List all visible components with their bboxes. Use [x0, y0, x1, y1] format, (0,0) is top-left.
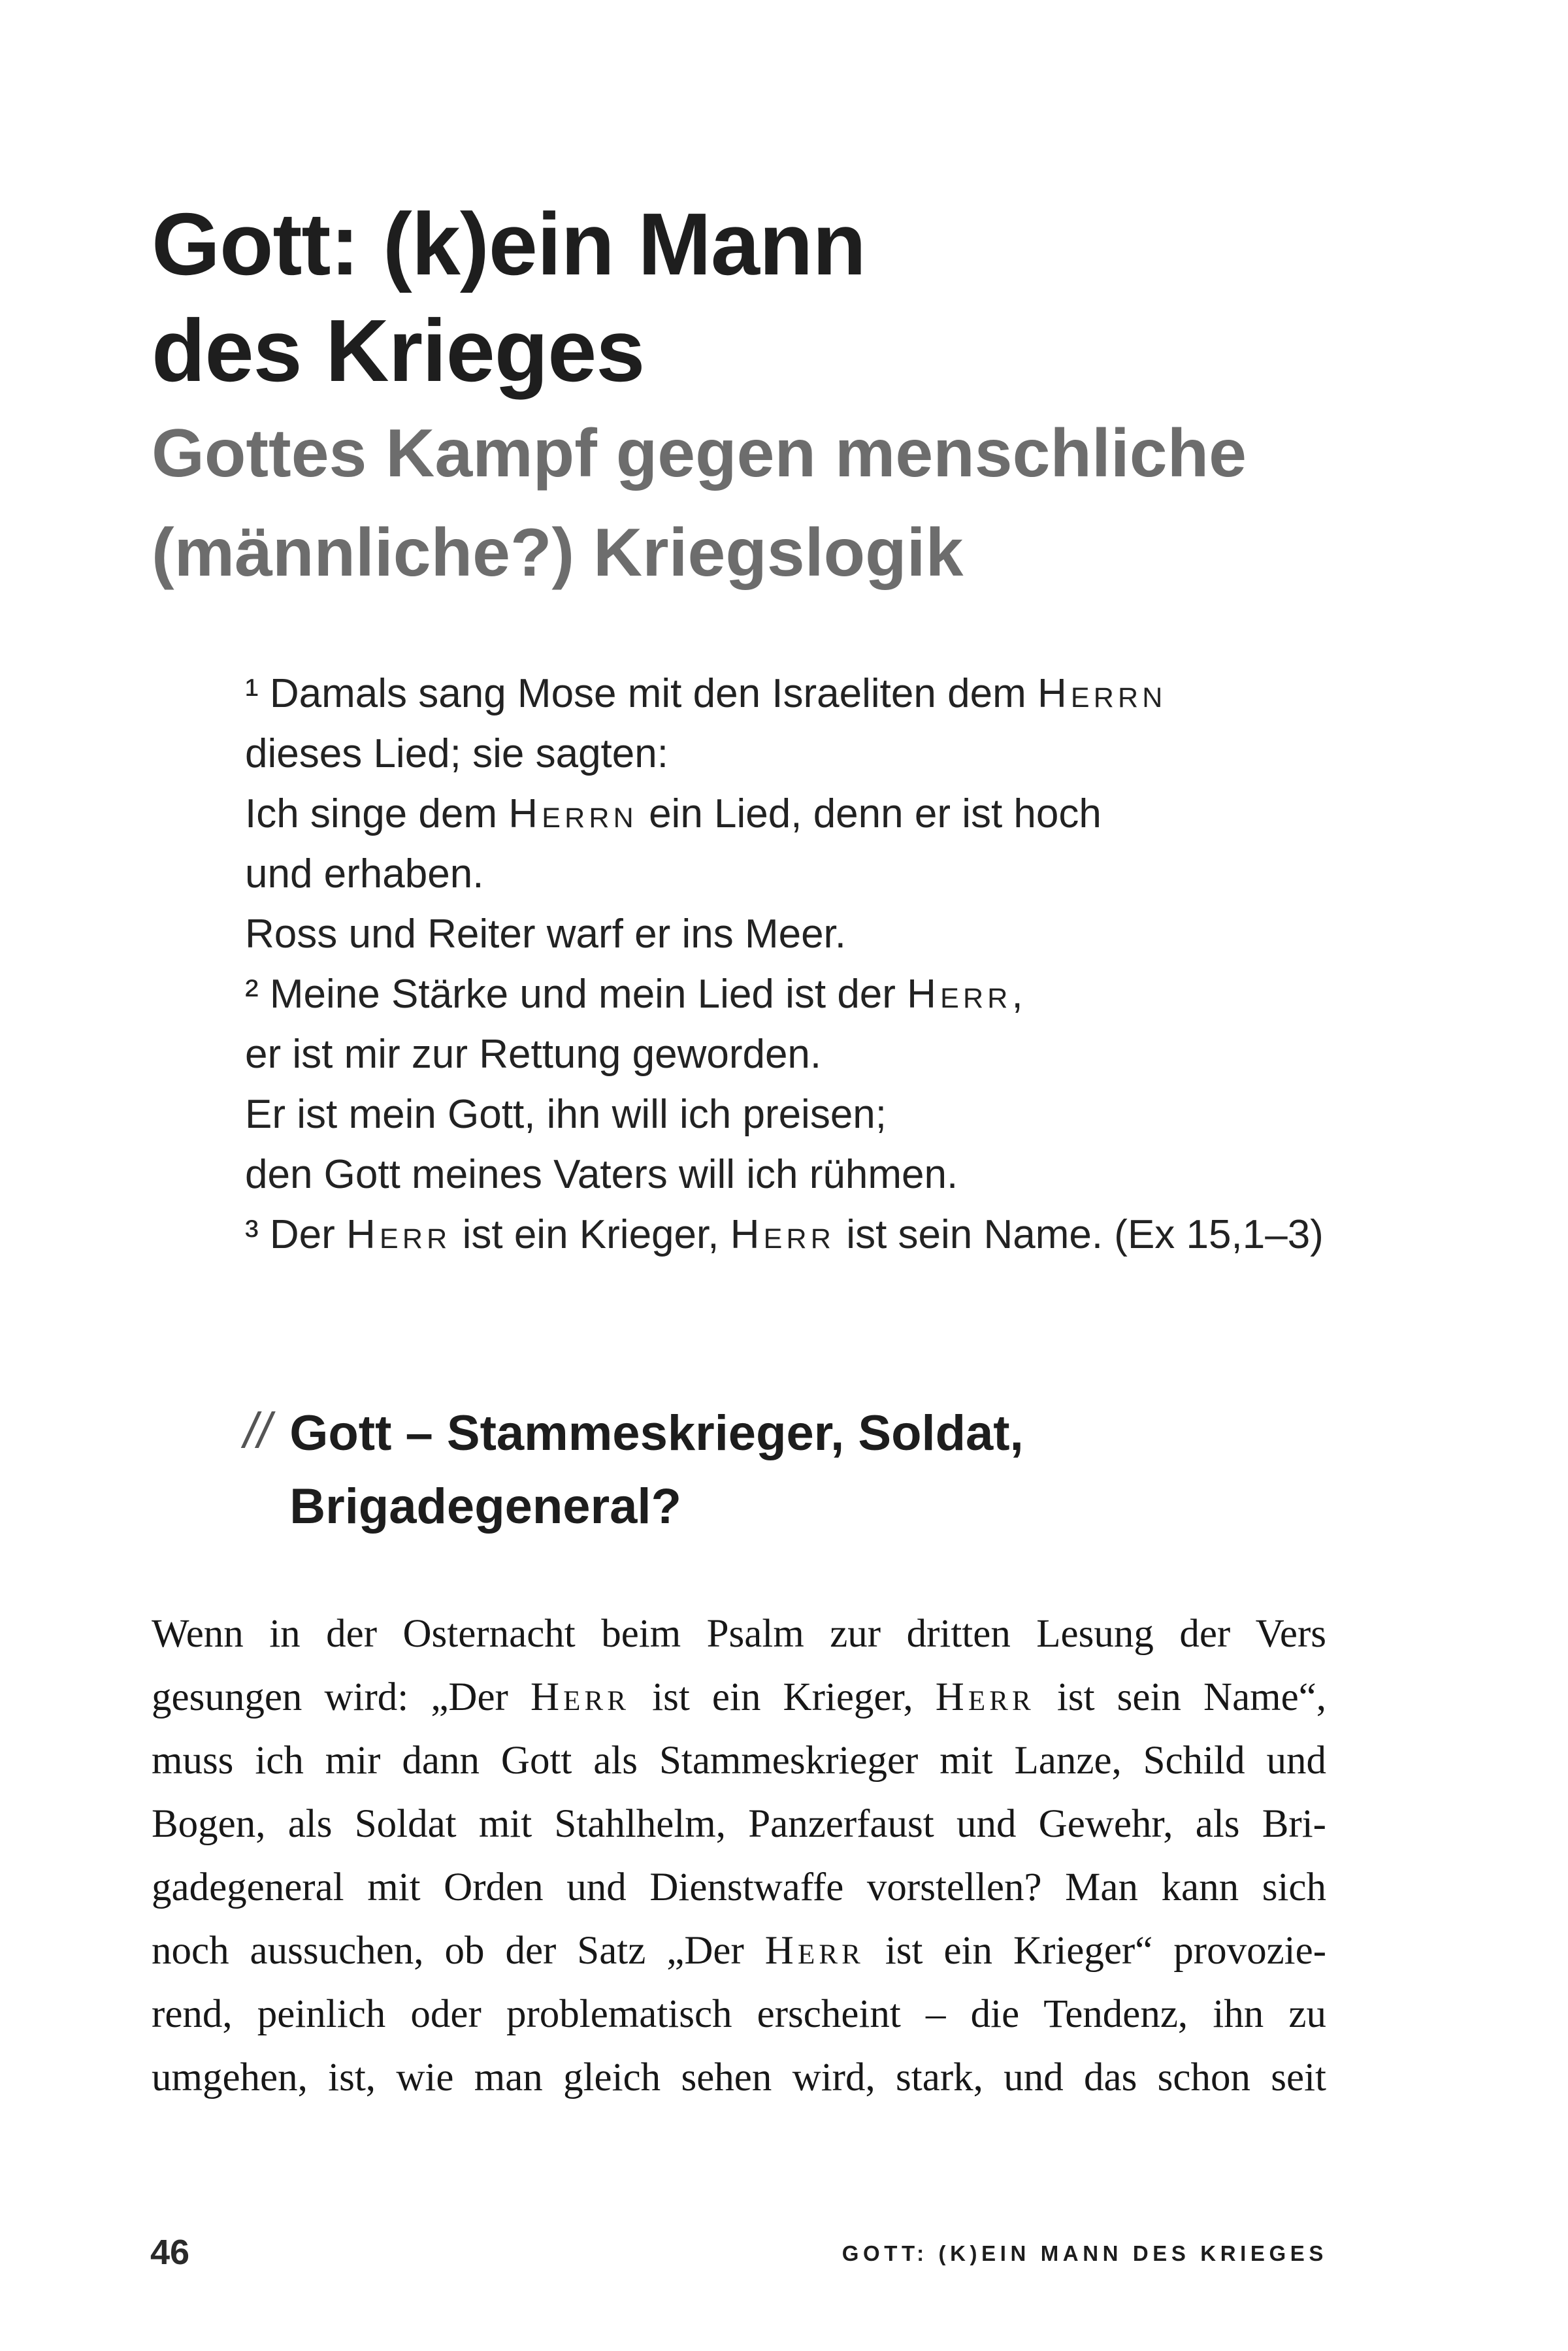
page-number: 46 [150, 2233, 190, 2272]
quote-line: dieses Lied; sie sagten: [245, 731, 668, 776]
page-title-line-2: des Krieges [152, 301, 645, 400]
body-line: noch aussuchen, ob der Satz „Der Herr ist ein Krieger“ provozie- [152, 1929, 1327, 1973]
body-line: rend, peinlich oder problematisch erscheint – die Tendenz, ihn zu [152, 1992, 1326, 2036]
section-heading-line-2: Brigadegeneral? [289, 1479, 681, 1534]
quote-line: den Gott meines Vaters will ich rühmen. [245, 1152, 958, 1197]
body-line: Bogen, als Soldat mit Stahlhelm, Panzerfaust und Gewehr, als Bri- [152, 1802, 1326, 1846]
bible-quote-block [245, 664, 1324, 1265]
quote-line: ³ Der Herr ist ein Krieger, Herr ist sein Name. (Ex 15,1–3) [245, 1212, 1324, 1257]
divine-name-small-caps: Herr [730, 1212, 836, 1257]
body-line: umgehen, ist, wie man gleich sehen wird, stark, und das schon seit [152, 2056, 1326, 2099]
quote-line: er ist mir zur Rettung geworden. [245, 1032, 822, 1077]
divine-name-small-caps: Herr [346, 1212, 451, 1257]
quote-line: und erhaben. [245, 851, 484, 896]
page-subtitle-line-1: Gottes Kampf gegen menschliche [152, 416, 1247, 491]
body-paragraph [152, 1602, 1326, 2109]
divine-name-small-caps: Herrn [508, 791, 638, 836]
body-line: muss ich mir dann Gott als Stammeskrieger mit Lanze, Schild und [152, 1739, 1326, 1783]
quote-line: ² Meine Stärke und mein Lied ist der Herr, [245, 972, 1023, 1017]
body-line: gadegeneral mit Orden und Dienstwaffe vorstellen? Man kann sich [152, 1866, 1326, 1909]
divine-name-small-caps: Herr [907, 972, 1012, 1017]
divine-name-small-caps: Herr [764, 1929, 864, 1973]
divine-name-small-caps: Herr [530, 1675, 630, 1719]
body-line: Wenn in der Osternacht beim Psalm zur dritten Lesung der Vers [152, 1612, 1326, 1656]
page-subtitle [152, 404, 1247, 602]
quote-line: ¹ Damals sang Mose mit den Israeliten dem Herrn [245, 671, 1167, 716]
quote-line: Er ist mein Gott, ihn will ich preisen; [245, 1092, 887, 1137]
section-heading-text [289, 1397, 1024, 1543]
section-heading-line-1: Gott – Stammeskrieger, Soldat, [289, 1406, 1024, 1461]
divine-name-small-caps: Herrn [1037, 671, 1167, 716]
running-title: GOTT: (K)EIN MANN DES KRIEGES [841, 2241, 1328, 2265]
section-marker-slashes: // [244, 1403, 272, 1458]
section-heading [244, 1397, 1024, 1543]
divine-name-small-caps: Herr [935, 1675, 1035, 1719]
quote-line: Ich singe dem Herrn ein Lied, denn er ist hoch [245, 791, 1102, 836]
body-line: gesungen wird: „Der Herr ist ein Krieger, Herr ist sein Name“, [152, 1675, 1327, 1719]
page-title [152, 191, 866, 404]
page-subtitle-line-2: (männliche?) Kriegslogik [152, 515, 964, 591]
page-title-line-1: Gott: (k)ein Mann [152, 195, 866, 293]
quote-line: Ross und Reiter warf er ins Meer. [245, 912, 847, 957]
